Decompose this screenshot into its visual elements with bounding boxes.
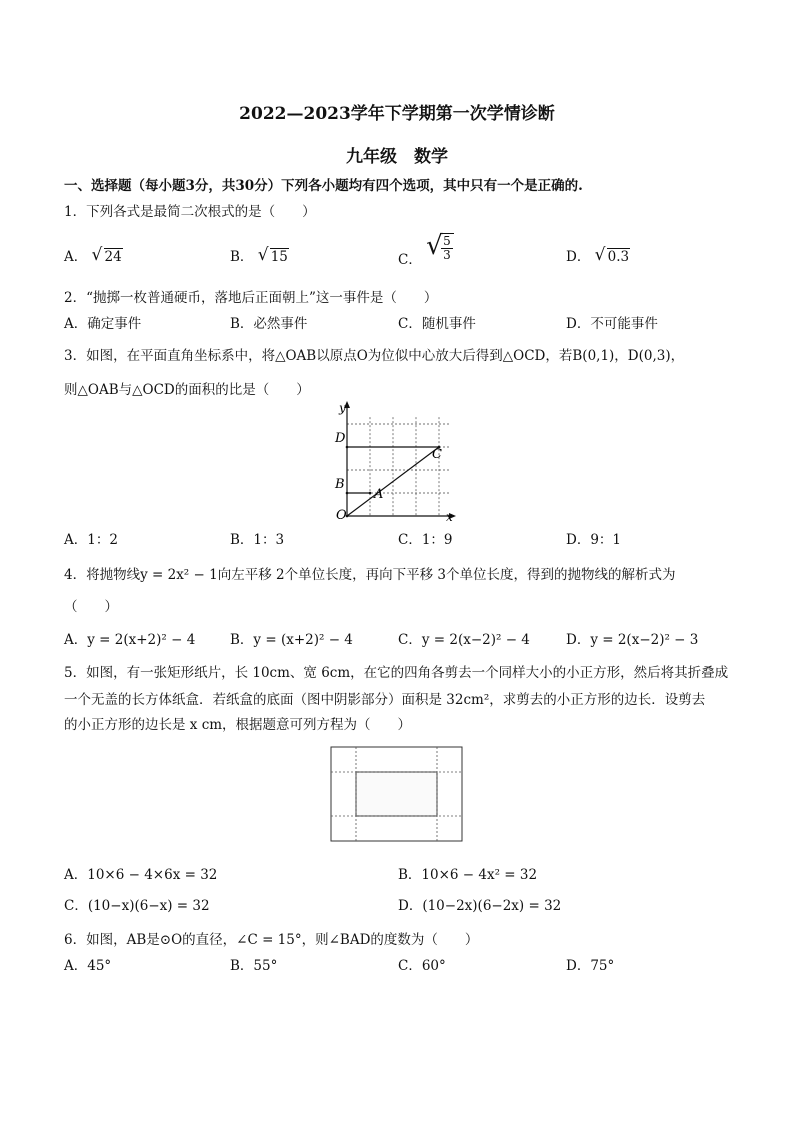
q1-option-a-label: A．: [64, 249, 88, 265]
q3-point-d: [346, 446, 349, 449]
q3-point-labels: [334, 431, 442, 523]
q6-stem: 6．如图，AB是⊙O的直径，∠C = 15°，则∠BAD的度数为（ ）: [64, 932, 479, 948]
q5-stem-line3: 的小正方形的边长是 x cm，根据题意可列方程为（ ）: [64, 717, 412, 733]
q6-option-b: B．55°: [230, 958, 278, 974]
q4-option-d: D．y = 2(x−2)² − 3: [566, 632, 699, 648]
q2-option-c: C．随机事件: [398, 316, 476, 332]
q1-option-d: [566, 245, 630, 265]
q3-label-b: B: [335, 477, 345, 492]
q4-option-c: C．y = 2(x−2)² − 4: [398, 632, 530, 648]
q4-stem: 4．将抛物线y = 2x² − 1向左平移 2个单位长度，再向下平移 3个单位长度，得到的抛物线的解析式为: [64, 567, 676, 583]
q3-option-a: A．1：2: [64, 532, 118, 548]
q3-axes: [338, 401, 456, 524]
q5-paper-figure: [330, 746, 464, 844]
q1-option-b: [230, 245, 289, 265]
q4-option-b: B．y = (x+2)² − 4: [230, 632, 353, 648]
q2-option-b: B．必然事件: [230, 316, 308, 332]
q2-option-a: A．确定事件: [64, 316, 142, 332]
q3-label-c: C: [432, 447, 442, 462]
q3-coordinate-figure: [334, 400, 462, 524]
q1-option-c-den: 3: [443, 248, 451, 262]
q6-option-a: A．45°: [64, 958, 112, 974]
section-heading: 一、选择题（每小题3分，共30分）下列各小题均有四个选项，其中只有一个是正确的.: [64, 178, 583, 194]
q4-option-a: A．y = 2(x+2)² − 4: [64, 632, 196, 648]
q3-option-c: C．1：9: [398, 532, 453, 548]
q5-stem-line2: 一个无盖的长方体纸盒．若纸盒的底面（图中阴影部分）面积是 32cm²，求剪去的小正方形的边长．设剪去: [64, 692, 706, 708]
q4-stem-bracket: （ ）: [64, 599, 118, 615]
q3-option-d: D．9：1: [566, 532, 622, 548]
q3-stem-line2: 则△OAB与△OCD的面积的比是（ ）: [64, 382, 310, 398]
q5-option-d: D．(10−2x)(6−2x) = 32: [398, 898, 562, 914]
q2-option-d: D．不可能事件: [566, 316, 658, 332]
q2-stem: 2．“抛掷一枚普通硬币，落地后正面朝上”这一事件是（ ）: [64, 290, 438, 306]
q3-stem-line1: 3．如图，在平面直角坐标系中，将△OAB以原点O为位似中心放大后得到△OCD，若B(0,1)，D(0,3)，: [64, 348, 685, 364]
q1-option-b-sqrt: √ 15: [257, 245, 288, 265]
q5-option-c: C．(10−x)(6−x) = 32: [64, 898, 210, 914]
q1-option-c-label: C．: [398, 252, 422, 268]
q1-option-c: [398, 231, 454, 268]
q3-label-a: A: [374, 487, 384, 502]
q1-option-b-label: B．: [230, 249, 254, 265]
q6-option-d: D．75°: [566, 958, 615, 974]
q1-option-c-sqrt: √ $\frac{5}{3}$: [426, 233, 454, 262]
q1-option-b-radicand: 15: [270, 249, 288, 265]
q1-option-d-radicand: 0.3: [607, 249, 630, 265]
q1-option-a-radicand: 24: [104, 249, 122, 265]
exam-title: 2022—2023学年下学期第一次学情诊断: [239, 104, 555, 124]
q5-stem-line1: 5．如图，有一张矩形纸片，长 10cm、宽 6cm，在它的四角各剪去一个同样大小的小正方形，然后将其折叠成: [64, 665, 729, 681]
q1-option-a: [64, 245, 123, 265]
q5-option-a: A．10×6 − 4×6x = 32: [64, 867, 218, 883]
q6-option-c: C．60°: [398, 958, 446, 974]
q3-label-d: D: [335, 431, 346, 446]
q3-y-label: y: [339, 401, 346, 415]
q3-option-b: B．1：3: [230, 532, 285, 548]
q5-base-shaded: [356, 772, 437, 816]
exam-subtitle: 九年级 数学: [346, 147, 448, 167]
q1-stem: 1．下列各式是最简二次根式的是（ ）: [64, 204, 316, 220]
q3-x-label: x: [446, 510, 453, 524]
q3-label-o: O: [336, 508, 347, 523]
q1-options: [64, 231, 744, 271]
q1-option-d-label: D．: [566, 249, 591, 265]
q5-option-b: B．10×6 − 4x² = 32: [398, 867, 538, 883]
q3-point-a: [369, 492, 372, 495]
q1-option-a-sqrt: √ 24: [91, 245, 122, 265]
q3-point-b: [346, 492, 349, 495]
q1-option-d-sqrt: √ 0.3: [594, 245, 630, 265]
q3-grid: [347, 417, 451, 516]
q1-option-c-num: 5: [443, 234, 451, 248]
